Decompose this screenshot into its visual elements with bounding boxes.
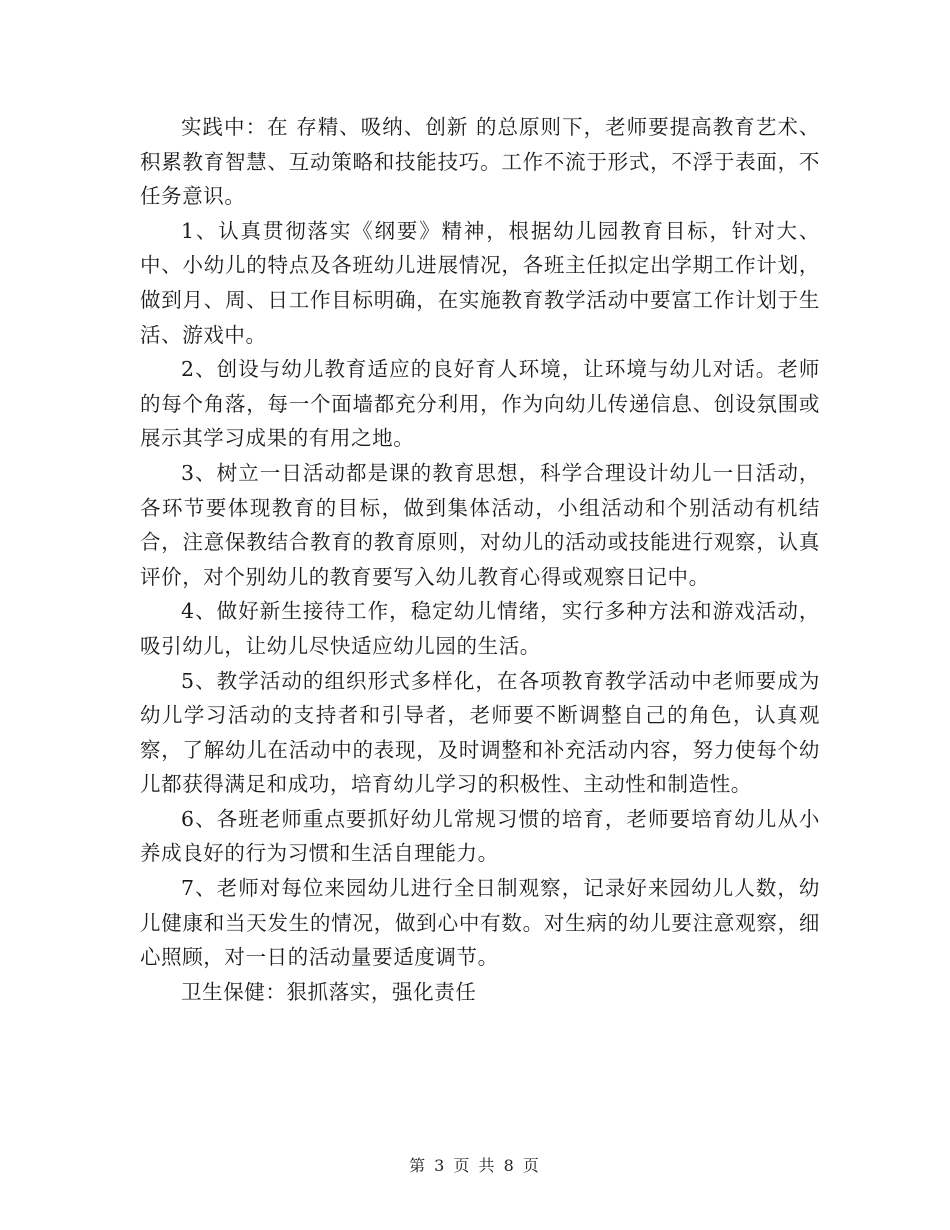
paragraph-item-1: 1、认真贯彻落实《纲要》精神，根据幼儿园教育目标，针对大、中、小幼儿的特点及各班幼儿进展情况，各班主任拟定出学期工作计划，做到月、周、日工作目标明确，在实施教育教学活动中要富工作计划于生活、游戏中。 — [140, 218, 820, 347]
paragraph-item-2: 2、创设与幼儿教育适应的良好育人环境，让环境与幼儿对话。老师的每个角落，每一个面墙都充分利用，作为向幼儿传递信息、创设氛围或展示其学习成果的有用之地。 — [140, 357, 820, 451]
paragraph-item-6: 6、各班老师重点要抓好幼儿常规习惯的培育，老师要培育幼儿从小养成良好的行为习惯和生活自理能力。 — [140, 806, 820, 866]
paragraph-item-3: 3、树立一日活动都是课的教育思想，科学合理设计幼儿一日活动，各环节要体现教育的目标，做到集体活动，小组活动和个别活动有机结合，注意保教结合教育的教育原则，对幼儿的活动或技能进行观察，认真评价，对个别幼儿的教育要写入幼儿教育心得或观察日记中。 — [140, 460, 820, 589]
paragraph-item-5: 5、教学活动的组织形式多样化，在各项教育教学活动中老师要成为幼儿学习活动的支持者和引导者，老师要不断调整自己的角色，认真观察，了解幼儿在活动中的表现，及时调整和补充活动内容，努力使每个幼儿都获得满足和成功，培育幼儿学习的积极性、主动性和制造性。 — [140, 668, 820, 797]
paragraph-item-7: 7、老师对每位来园幼儿进行全日制观察，记录好来园幼儿人数，幼儿健康和当天发生的情况，做到心中有数。对生病的幼儿要注意观察，细心照顾，对一日的活动量要适度调节。 — [140, 876, 820, 970]
paragraph-practice-principle: 实践中：在 存精、吸纳、创新 的总原则下，老师要提高教育艺术、积累教育智慧、互动策略和技能技巧。工作不流于形式，不浮于表面，不任务意识。 — [140, 115, 820, 209]
paragraph-item-4: 4、做好新生接待工作，稳定幼儿情绪，实行多种方法和游戏活动，吸引幼儿，让幼儿尽快适应幼儿园的生活。 — [140, 599, 820, 658]
section-heading-hygiene: 卫生保健：狠抓落实，强化责任 — [181, 979, 477, 1004]
page-number-footer: 第 3 页 共 8 页 — [409, 1156, 541, 1175]
document-body — [140, 110, 820, 1009]
